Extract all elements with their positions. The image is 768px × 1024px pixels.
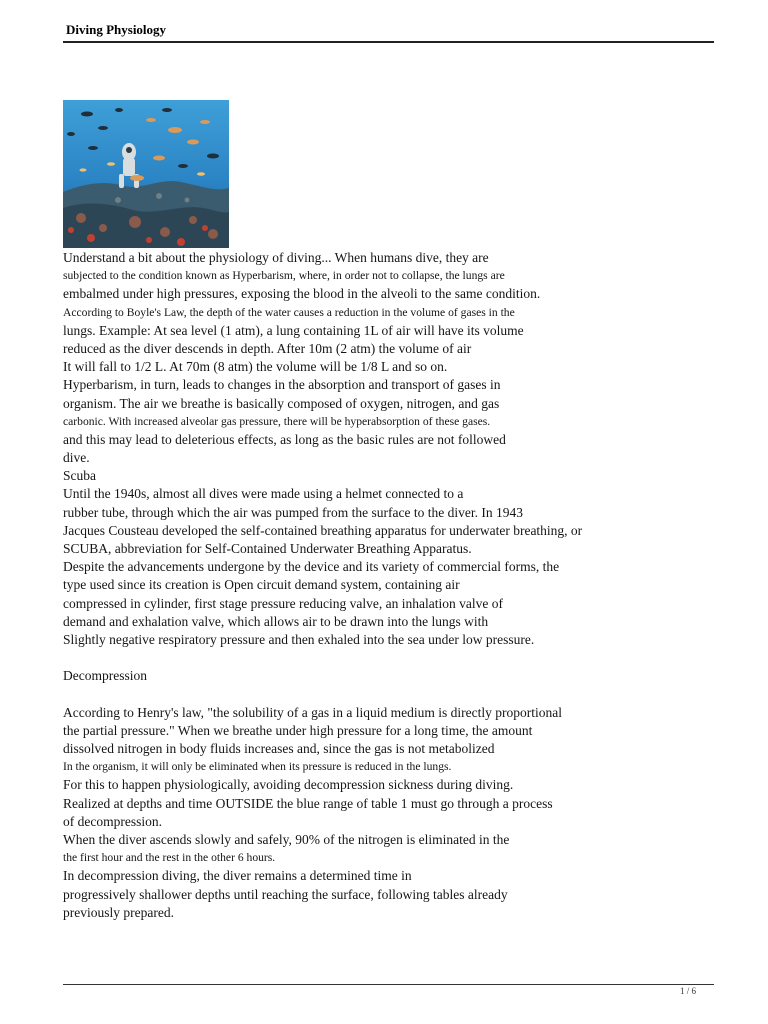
text-line: and this may lead to deleterious effects, as long as the basic rules are not followed xyxy=(63,431,506,447)
text-line: the first hour and the rest in the other 6 hours. xyxy=(63,851,276,865)
text-line: embalmed under high pressures, exposing the blood in the alveoli to the same condition. xyxy=(63,286,541,302)
text-line: According to Boyle's Law, the depth of the water causes a reduction in the volume of gases in the xyxy=(63,305,515,319)
blank-line xyxy=(63,686,713,704)
blank-line xyxy=(63,649,713,667)
text-line: Despite the advancements undergone by the device and its variety of commercial forms, the xyxy=(63,559,560,575)
diver-coral-reef-photo xyxy=(63,100,229,248)
text-line: For this to happen physiologically, avoiding decompression sickness during diving. xyxy=(63,777,514,793)
text-line: dive. xyxy=(63,450,90,466)
text-line: Jacques Cousteau developed the self-contained breathing apparatus for underwater breathing, or xyxy=(63,522,583,538)
footer-divider xyxy=(63,984,714,985)
article-body xyxy=(63,249,713,922)
page-number: 1 / 6 xyxy=(680,986,697,996)
text-line: Slightly negative respiratory pressure and then exhaled into the sea under low pressure. xyxy=(63,631,535,647)
text-line: rubber tube, through which the air was pumped from the surface to the diver. In 1943 xyxy=(63,504,523,520)
text-line: Hyperbarism, in turn, leads to changes in the absorption and transport of gases in xyxy=(63,377,501,393)
text-line: organism. The air we breathe is basically composed of oxygen, nitrogen, and gas xyxy=(63,395,500,411)
text-line: In decompression diving, the diver remains a determined time in xyxy=(63,868,412,884)
text-line: compressed in cylinder, first stage pressure reducing valve, an inhalation valve of xyxy=(63,595,503,611)
text-line: When the diver ascends slowly and safely, 90% of the nitrogen is eliminated in the xyxy=(63,832,510,847)
text-line: progressively shallower depths until reaching the surface, following tables already xyxy=(63,886,508,902)
document-title: Diving Physiology xyxy=(66,22,167,37)
text-line: reduced as the diver descends in depth. After 10m (2 atm) the volume of air xyxy=(63,340,472,356)
text-line: Until the 1940s, almost all dives were made using a helmet connected to a xyxy=(63,486,464,502)
text-line: of decompression. xyxy=(63,813,162,829)
text-line: In the organism, it will only be eliminated when its pressure is reduced in the lungs. xyxy=(63,760,452,774)
text-line: subjected to the condition known as Hyperbarism, where, in order not to collapse, the lungs are xyxy=(63,269,505,283)
text-line: SCUBA, abbreviation for Self-Contained Underwater Breathing Apparatus. xyxy=(63,541,472,556)
text-line: dissolved nitrogen in body fluids increases and, since the gas is not metabolized xyxy=(63,741,495,757)
text-line: the partial pressure." When we breathe under high pressure for a long time, the amount xyxy=(63,722,533,738)
text-line: Understand a bit about the physiology of diving... When humans dive, they are xyxy=(63,250,489,265)
text-line: demand and exhalation valve, which allows air to be drawn into the lungs with xyxy=(63,613,489,629)
text-line: Realized at depths and time OUTSIDE the blue range of table 1 must go through a process xyxy=(63,795,553,811)
text-line: type used since its creation is Open circuit demand system, containing air xyxy=(63,577,460,593)
text-line: It will fall to 1/2 L. At 70m (8 atm) the volume will be 1/8 L and so on. xyxy=(63,359,448,375)
header-divider xyxy=(63,41,714,43)
text-line: lungs. Example: At sea level (1 atm), a lung containing 1L of air will have its volume xyxy=(63,322,524,338)
text-line: According to Henry's law, "the solubility of a gas in a liquid medium is directly proportional xyxy=(63,704,562,720)
text-line: Decompression xyxy=(63,668,147,684)
text-line: previously prepared. xyxy=(63,904,174,920)
text-line: Scuba xyxy=(63,468,96,484)
text-line: carbonic. With increased alveolar gas pressure, there will be hyperabsorption of these gases. xyxy=(63,414,491,428)
